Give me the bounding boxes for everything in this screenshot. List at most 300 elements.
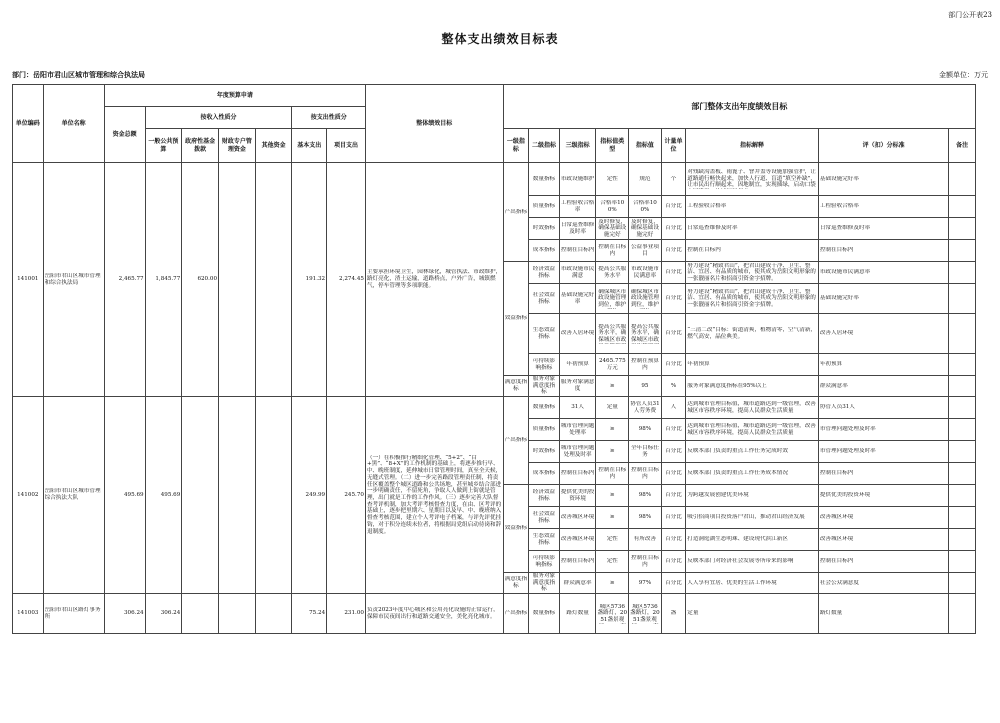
indicator-value-type [596,397,629,419]
indicator-value-text: 95 [641,382,649,389]
indicator-explain [686,314,819,354]
unit-code [13,594,44,634]
unit-name-text: 岳阳市君山区路灯事务所 [44,606,101,620]
indicator-level1 [503,163,529,262]
indicator-level2 [529,218,560,240]
table-row [13,594,976,634]
indicator-explain [686,463,819,485]
indicator-value [629,594,662,634]
indicator-remark [949,218,976,240]
indicator-level2 [529,594,560,634]
indicator-scoring-text: 基础设施完好率 [819,175,859,182]
indicator-measure-unit [661,196,685,218]
indicator-remark [949,441,976,463]
unit-code-text: 141001 [17,276,39,283]
unit-gov-fund [182,163,219,397]
indicator-explain-text: 吸引招商项目投资落户君山，推动君山经济发展 [687,514,805,521]
indicator-level3 [559,573,596,594]
indicator-level2 [529,314,560,354]
indicator-value-type [596,262,629,284]
indicator-explain-text: 日常巡查维修及时率 [687,225,738,232]
indicator-level3-text: 服务对象满意度 [560,379,595,392]
indicator-level3-text: 改善城区环境 [560,536,595,543]
indicator-value [629,397,662,419]
indicator-measure-unit-text: 百分比 [665,203,682,210]
indicator-level2 [529,163,560,196]
unit-goal [365,397,503,594]
unit-general-text: 495.69 [160,491,181,498]
indicator-value-type [596,196,629,218]
unit-basic [292,163,327,397]
indicator-explain [686,354,819,376]
indicator-remark [949,314,976,354]
header-total-funds: 资金总额 [104,107,145,163]
indicator-explain [686,218,819,240]
indicator-measure-unit-text: 百分比 [665,514,682,521]
indicator-level2 [529,441,560,463]
unit-general-text: 306.24 [160,610,181,617]
indicator-level2-text: 可持续影响指标 [532,554,556,568]
indicator-explain-text: 服务对象满意度指标在95%以上 [687,382,767,389]
indicator-level1 [503,485,529,573]
department-label: 部门：岳阳市君山区城市管理和综合执法局 [12,70,145,79]
indicator-scoring-text: 基础设施完好率 [819,295,859,302]
indicator-explain-text: 对残缺沟盖板、雨篦子、窨井盖等设施加强管护，让道路通行畅快起来，加快人行道、盲道“填空补缺”，让市民出行顺起来，因地制宜，实现插绿，启动口袋 [687,169,817,189]
indicator-explain [686,397,819,419]
indicator-measure-unit [661,551,685,573]
indicator-value-type-text: 提高公共服务水平 [598,265,627,279]
indicator-level3 [559,551,596,573]
indicator-scoring-text: 提供优美的投资环境 [819,492,871,499]
indicator-value-type-text: 定性 [606,558,618,565]
unit-basic-text: 75.24 [309,610,326,617]
indicator-level3 [559,397,596,419]
indicator-value-type-text: 合格率100% [600,199,625,213]
table-body [13,163,976,634]
indicator-remark [949,163,976,196]
indicator-value-text: 98% [638,514,652,521]
indicator-value [629,262,662,284]
indicator-scoring-text: 改善城区环境 [819,514,854,521]
unit-general [145,163,182,397]
indicator-remark [949,594,976,634]
indicator-scoring-text: 市管理问题处理及时率 [819,448,876,455]
unit-total-text: 306.24 [124,610,144,617]
indicator-scoring-text: 市管理问题处理及时率 [819,426,876,433]
indicator-value [629,551,662,573]
indicator-explain-text: 达到城市管理目标值，城市道路达到一级管理，改善城区市容秩序环境，提高人民群众生活质量 [687,400,816,414]
indicator-scoring [818,196,949,218]
indicator-level2-text: 生态效益指标 [532,326,556,340]
header-code: 单位编码 [13,85,44,163]
indicator-explain-text: 反映本部门对经济社会发展等所带来的影响 [687,558,794,565]
indicator-value-type [596,354,629,376]
indicator-value-type [596,573,629,594]
unit-project-text: 231.00 [344,610,364,617]
indicator-explain [686,419,819,441]
indicator-value-type-text: 控制在目标内 [598,243,627,257]
indicator-level3 [559,218,596,240]
indicator-value-type [596,314,629,354]
indicator-measure-unit-text: 百分比 [665,269,682,276]
indicator-level2-text: 数量指标 [532,404,556,411]
indicator-value-type-text: 确保城区市政设施管理到位，维护 [598,288,627,308]
indicator-scoring [818,551,949,573]
indicator-measure-unit-text: 百分比 [665,426,682,433]
unit-code [13,397,44,594]
indicator-value [629,354,662,376]
indicator-level2-text: 生态效益指标 [532,532,556,546]
indicator-level2 [529,284,560,314]
unit-other [255,163,292,397]
indicator-scoring [818,376,949,397]
indicator-level2 [529,507,560,529]
indicator-remark [949,551,976,573]
unit-name [43,163,104,397]
indicator-scoring [818,397,949,419]
indicator-level3-text: 市政设施市民满意 [560,265,595,279]
indicator-level3-text: 改善城区环境 [560,514,595,521]
indicator-level3 [559,376,596,397]
indicator-measure-unit [661,284,685,314]
indicator-level3-text: 城市管理问题处理率 [560,422,595,436]
indicator-value-type-text: ≥ [609,448,615,455]
unit-other [255,397,292,594]
indicator-level3 [559,419,596,441]
unit-special [219,397,256,594]
indicator-level3-text: 城市管理问题处理及时率 [560,444,595,458]
indicator-scoring [818,594,949,634]
indicator-scoring-text: 年初预算 [819,361,843,368]
indicator-level2 [529,354,560,376]
unit-total-text: 495.69 [124,491,144,498]
indicator-scoring [818,218,949,240]
header-measure-unit: 计量单位 [661,129,685,163]
indicator-explain [686,594,819,634]
unit-general [145,594,182,634]
unit-gov-fund-text: 620.00 [197,276,218,283]
indicator-level2-text: 数量指标 [532,610,556,617]
indicator-scoring [818,419,949,441]
indicator-level1-text: 满意度指标 [504,379,528,392]
indicator-value-type-text: 提高公共服务水平，确保城区市政 [598,323,627,343]
indicator-value-type [596,485,629,507]
indicator-value-text: 协管人员31人劳务费 [630,400,660,414]
indicator-measure-unit [661,240,685,262]
unit-project-text: 245.70 [344,491,364,498]
indicator-level2-text: 社会效益指标 [532,510,556,524]
indicator-explain-text: 反映本部门负责的重点工作任务成本情况 [687,470,788,477]
indicator-explain [686,163,819,196]
indicator-level1 [503,594,529,634]
indicator-scoring-text: 市政设施市民满意率 [819,269,871,276]
indicator-measure-unit-text: 百分比 [665,470,682,477]
indicator-level3-text: 群众满意率 [563,579,592,586]
indicator-explain-text: “三清二改”目标：街道清爽，植物清零，空气清新，燃气高安，晶位典美。 [687,326,817,340]
indicator-value-type [596,376,629,397]
indicator-level3-text: 年初预算 [566,361,589,368]
indicator-explain-text: 人人享有宜居、优美的生活工作环境 [687,579,777,586]
indicator-measure-unit-text: 百分比 [665,295,682,302]
indicator-level3 [559,441,596,463]
indicator-level2-text: 时效指标 [532,448,556,455]
indicator-measure-unit-text: 盏 [670,610,677,617]
indicator-value-type-text: 定量 [606,404,618,411]
indicator-measure-unit [661,529,685,551]
indicator-value-text: 及时修复，确保基础设施完好 [630,218,659,238]
indicator-value-text: 规范 [639,175,651,182]
indicator-level3-text: 控制在目标内 [560,470,595,477]
unit-basic-text: 249.99 [305,491,326,498]
indicator-measure-unit [661,441,685,463]
indicator-measure-unit-text: 百分比 [665,448,682,455]
indicator-scoring [818,240,949,262]
indicator-value [629,529,662,551]
unit-other [255,594,292,634]
indicator-level3-text: 日常巡查维修及时率 [560,221,595,235]
indicator-explain [686,485,819,507]
indicator-level3 [559,463,596,485]
indicator-level2 [529,397,560,419]
header-scoring: 评（扣）分标准 [818,129,949,163]
indicator-explain [686,240,819,262]
unit-general-text: 1,845.77 [155,276,181,283]
header-value-type: 指标值类型 [596,129,629,163]
indicator-value [629,284,662,314]
indicator-scoring [818,485,949,507]
header-value: 指标值 [629,129,662,163]
indicator-level2 [529,419,560,441]
indicator-explain-text: 年初预算 [687,361,710,368]
unit-name-text: 岳阳市君山区城市管理和综合执法局 [44,272,101,286]
indicator-level2-text: 可持续影响指标 [532,357,556,371]
indicator-value [629,463,662,485]
indicator-level2-text: 服务对象满意度指标 [532,573,556,593]
indicator-value-text: 控制在预算内 [630,357,659,371]
indicator-explain-text: 控制在目标内 [687,247,721,254]
indicator-value-type-text: ≥ [609,382,615,389]
indicator-scoring [818,529,949,551]
unit-basic-text: 191.32 [305,276,326,283]
unit-project [327,163,366,397]
indicator-measure-unit [661,507,685,529]
indicator-value-text: 控制在目标内 [630,466,659,480]
indicator-measure-unit-text: % [670,382,677,389]
unit-total [104,163,145,397]
header-by-use: 按支出性质分 [292,107,366,129]
indicator-remark [949,507,976,529]
indicator-scoring-text: 控制在目标内 [819,247,854,254]
indicator-explain [686,196,819,218]
table-row [13,397,976,419]
indicator-measure-unit-text: 百分比 [665,492,682,499]
indicator-remark [949,262,976,284]
indicator-level2-text: 服务对象满意度指标 [532,376,556,396]
indicator-value-type-text: 城区5736盏路灯，2051盏景观 [597,603,628,623]
indicator-measure-unit [661,163,685,196]
indicator-measure-unit-text: 百分比 [665,330,682,337]
indicator-explain-text: 努力建设“精致君山”，把君山建成干净、卫生、整洁、宜居、有品质的城市，使其成为岳阳文明形象的一张靓丽名片和招商引资金字招牌。 [687,262,816,282]
indicator-scoring-text: 协管人员31人 [819,404,855,411]
indicator-measure-unit-text: 百分比 [665,579,682,586]
unit-code [13,163,44,397]
indicator-explain-text: 工程验收合格率 [687,203,727,210]
indicator-level1-text: 产出指标 [504,610,528,617]
indicator-value [629,163,662,196]
indicator-level3 [559,314,596,354]
indicator-level2-text: 数量指标 [532,175,556,182]
indicator-remark [949,529,976,551]
unit-goal-text: （一）在积极推行精细化管理、“5+2”、“白+黑”、“8+X”的工作机制的基础上，将逐步推行早、中、晚班制度，延伸城市日常管理时间，真至全天候，无缝式管理。（二）进一步完善路段管理责任制，将责任区覆盖整个城区道路和公共场地，甚至城乡结合部进一步明确责任，不留死角，争取人人做到上街就是管理，出门就是工作的工作作风。（三）逐步完善大队督查考评机制，加大考评考核督查力度，在由、区考评的基础上，逐步把里期六、星期日以及早、中、晚班纳入督查考核范围，建立个人考评电子档案，与评先评优挂钩，对于积分连续未位者，将根据局党组启动待岗和辞退制度。 [366,454,502,535]
indicator-level2 [529,196,560,218]
indicator-remark [949,196,976,218]
indicator-value-type-text: 定性 [606,536,618,543]
indicator-explain [686,551,819,573]
indicator-scoring-text: 工程验收合格率 [819,203,859,210]
indicator-explain-text: 打造洞庭湖生态明珠、建设现代滨江新区 [687,536,788,543]
indicator-explain [686,441,819,463]
indicator-level1-text: 产出指标 [504,437,528,444]
indicator-value-type [596,594,629,634]
header-lvl1: 一级指标 [503,129,529,163]
page-corner-label: 部门公开表23 [948,11,992,19]
indicator-scoring-text: 路灯数量 [819,610,843,617]
unit-project [327,397,366,594]
indicator-level2-text: 经济效益指标 [532,488,556,502]
indicator-level2 [529,551,560,573]
indicator-level3 [559,262,596,284]
indicator-measure-unit-text: 个 [670,175,677,182]
indicator-level1 [503,376,529,397]
indicator-level3-text: 改善人居环境 [560,330,595,337]
unit-goal-text: 主要承担环境卫生，园林绿化，城管执法、市政维护，路灯亮化，渣土运输，道路桥点，户外广告，城镇燃气，停车管理等多项职能。 [366,269,502,289]
indicator-remark [949,284,976,314]
indicator-scoring [818,507,949,529]
indicator-scoring-text: 改善城区环境 [819,536,854,543]
unit-name [43,397,104,594]
indicator-scoring [818,354,949,376]
indicator-value [629,314,662,354]
indicator-remark [949,240,976,262]
indicator-value [629,196,662,218]
indicator-level2 [529,485,560,507]
indicator-level3 [559,240,596,262]
indicator-level1-text: 产出指标 [504,208,528,215]
indicator-level3 [559,354,596,376]
indicator-scoring [818,573,949,594]
unit-basic [292,594,327,634]
indicator-value-text: 98% [638,492,652,499]
indicator-measure-unit-text: 百分比 [665,361,682,368]
indicator-scoring [818,284,949,314]
indicator-value-text: 97% [638,579,652,586]
indicator-value-text: 城区5736盏路灯，2051盏景观 [630,603,660,623]
indicator-level1-text: 满意度指标 [504,576,528,589]
header-by-source: 按收入性质分 [145,107,292,129]
indicator-value-type-text: 定性 [606,175,618,182]
performance-table [12,84,976,634]
indicator-value-type-text: 2465.775万元 [598,357,626,371]
unit-goal [365,163,503,397]
indicator-level2-text: 成本指标 [532,247,556,254]
currency-unit-label: 金额单位：万元 [939,71,988,79]
indicator-explain-text: 达到城市管理目标值，城市道路达到一级管理，改善城区市容秩序环境，提高人民群众生活质量 [687,422,816,436]
indicator-measure-unit [661,354,685,376]
indicator-value-type [596,240,629,262]
indicator-value-type [596,419,629,441]
indicator-measure-unit [661,218,685,240]
header-basic-exp: 基本支出 [292,129,327,163]
indicator-remark [949,485,976,507]
indicator-explain [686,573,819,594]
unit-goal [365,594,503,634]
indicator-level2 [529,573,560,594]
indicator-measure-unit-text: 百分比 [665,558,682,565]
indicator-level1-text: 效益指标 [504,525,528,532]
unit-total [104,594,145,634]
indicator-value-type [596,551,629,573]
indicator-level2 [529,262,560,284]
indicator-remark [949,573,976,594]
unit-gov-fund [182,594,219,634]
indicator-value-type-text: ≥ [609,426,615,433]
indicator-value-text: 控制在目标内 [630,554,659,568]
indicator-level3 [559,284,596,314]
indicator-level1 [503,262,529,376]
indicator-explain [686,507,819,529]
indicator-scoring-text: 改善人居环境 [819,330,854,337]
header-name: 单位名称 [43,85,104,163]
indicator-value-text: 合格率100% [632,199,657,213]
indicator-value-text: 提高公共服务水平，确保城区市政 [630,323,659,343]
unit-gov-fund [182,397,219,594]
header-special-fund: 财政专户管理资金 [219,129,256,163]
indicator-level3 [559,507,596,529]
header-project-exp: 项目支出 [327,129,366,163]
indicator-value-text: 市政设施市民满意率 [630,265,659,279]
indicator-level3-text: 控制在目标内 [560,558,595,565]
indicator-level2 [529,376,560,397]
indicator-value-type-text: 控制在目标内 [598,466,627,480]
indicator-value-text: 有所改善 [633,536,657,543]
indicator-level1-text: 效益指标 [504,315,528,322]
indicator-level1 [503,573,529,594]
indicator-value-type [596,463,629,485]
indicator-measure-unit [661,485,685,507]
header-lvl2: 二级指标 [529,129,560,163]
indicator-scoring [818,314,949,354]
indicator-level2 [529,463,560,485]
indicator-value [629,507,662,529]
indicator-value-type [596,441,629,463]
unit-goal-text: 负责2023年度中心城区和公用亮化设施的正常运行，保障市民夜间出行和道路交通安全，美化亮化城市。 [366,606,499,620]
indicator-measure-unit [661,419,685,441]
indicator-value-type-text: ≥ [609,514,615,521]
header-remark: 备注 [949,129,976,163]
indicator-scoring-text: 控制在目标内 [819,470,854,477]
header-budget-apply: 年度预算申请 [104,85,365,107]
table-row [13,163,976,196]
header-lvl3: 三级指标 [559,129,596,163]
indicator-level2-text: 质量指标 [532,203,556,210]
unit-special [219,163,256,397]
unit-general [145,397,182,594]
indicator-value-type [596,507,629,529]
indicator-measure-unit-text: 百分比 [665,247,682,254]
indicator-level2-text: 时效指标 [532,225,556,232]
header-general-budget: 一般公共预算 [145,129,182,163]
indicator-level3-text: 市政设施维护 [560,175,595,182]
